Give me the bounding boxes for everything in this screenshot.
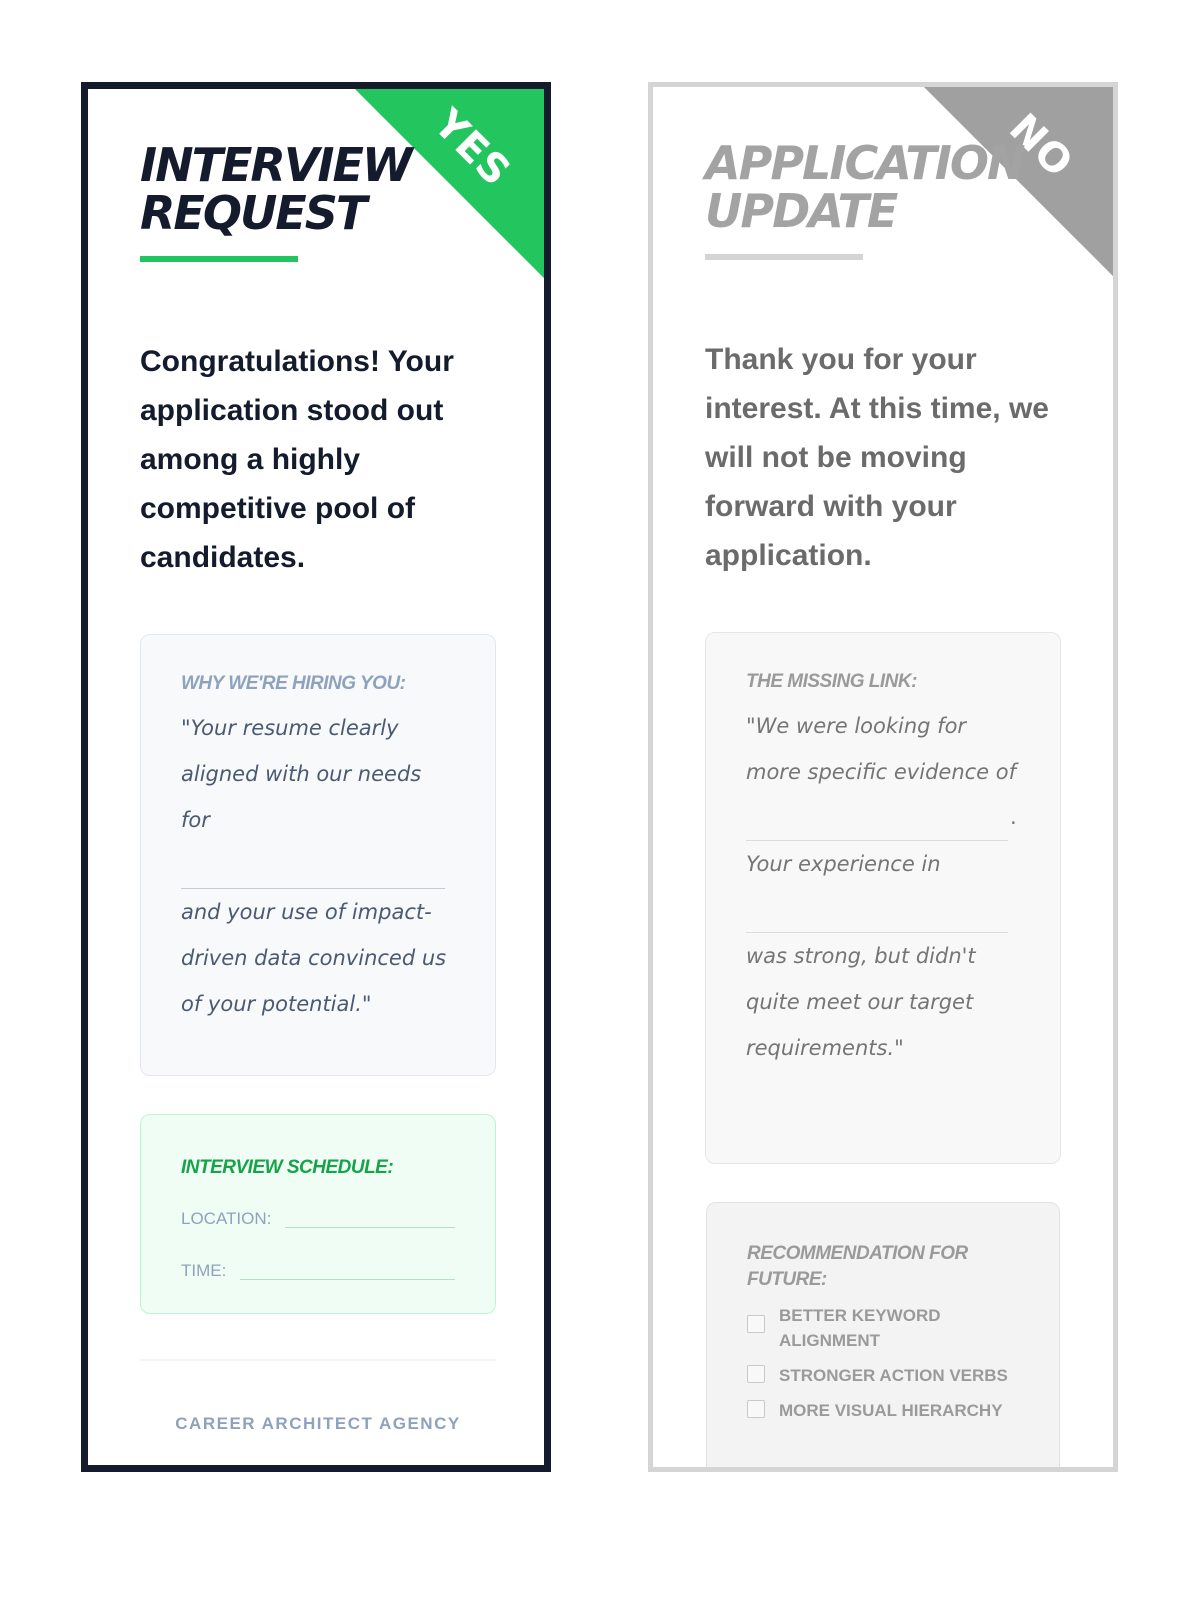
location-label: LOCATION: <box>181 1209 272 1228</box>
location-field[interactable] <box>285 1200 455 1228</box>
fill-in-blank-2[interactable] <box>746 887 1008 933</box>
blank-period: . <box>1010 805 1017 829</box>
time-row <box>181 1247 455 1285</box>
check-label: STRONGER ACTION VERBS <box>779 1366 1008 1385</box>
quote-text-middle: Your experience in <box>746 852 941 876</box>
heading-line-2: UPDATE <box>705 184 897 238</box>
time-label: TIME: <box>181 1261 227 1280</box>
schedule-label: INTERVIEW SCHEDULE: <box>181 1157 394 1178</box>
lead-paragraph: Thank you for your interest. At this time, we will not be moving forward with your application. <box>705 343 1049 572</box>
quote-text-end: and your use of impact-driven data convinced us of your potential." <box>181 900 447 1016</box>
blank-row-1 <box>746 795 1020 841</box>
location-row <box>181 1195 455 1233</box>
yes-ribbon-label: YES <box>424 100 520 196</box>
checkbox[interactable] <box>747 1365 765 1383</box>
check-label: BETTER KEYWORD ALIGNMENT <box>779 1306 941 1350</box>
agency-footer: CAREER ARCHITECT AGENCY <box>175 1414 461 1433</box>
application-update-card <box>648 82 1118 1472</box>
check-item <box>747 1398 1019 1423</box>
why-hiring-label: WHY WE'RE HIRING YOU: <box>181 673 406 694</box>
checkbox[interactable] <box>747 1315 765 1333</box>
fill-in-blank-1[interactable] <box>746 795 1008 841</box>
heading-line-2: REQUEST <box>140 186 366 240</box>
fill-in-blank[interactable] <box>181 843 445 889</box>
missing-link-label: THE MISSING LINK: <box>746 671 917 692</box>
quote-text-end: was strong, but didn't quite meet our target requirements." <box>746 944 976 1060</box>
card-heading <box>705 136 1024 238</box>
heading-underline <box>140 256 298 262</box>
quote-text-start: "We were looking for more specific evidence of <box>746 714 1017 784</box>
recommendation-label: RECOMMENDATION FOR FUTURE: <box>747 1243 968 1290</box>
why-hiring-box <box>140 634 496 1076</box>
quote-text-start: "Your resume clearly aligned with our needs for <box>181 716 422 832</box>
card-heading <box>140 138 411 240</box>
checkbox[interactable] <box>747 1400 765 1418</box>
heading-line-1: APPLICATION <box>705 136 1024 190</box>
interview-request-card <box>81 82 551 1472</box>
time-field[interactable] <box>240 1252 455 1280</box>
heading-line-1: INTERVIEW <box>140 138 411 192</box>
missing-link-box <box>705 632 1061 1164</box>
recommendation-box <box>706 1202 1060 1472</box>
check-item <box>747 1363 1019 1388</box>
check-label: MORE VISUAL HIERARCHY <box>779 1401 1003 1420</box>
heading-underline <box>705 254 863 260</box>
lead-paragraph: Congratulations! Your application stood out among a highly competitive pool of candidates. <box>140 345 454 574</box>
no-ribbon-label: NO <box>1000 105 1082 187</box>
interview-schedule-box <box>140 1114 496 1314</box>
footer-divider <box>140 1359 496 1361</box>
check-item <box>747 1303 1019 1353</box>
